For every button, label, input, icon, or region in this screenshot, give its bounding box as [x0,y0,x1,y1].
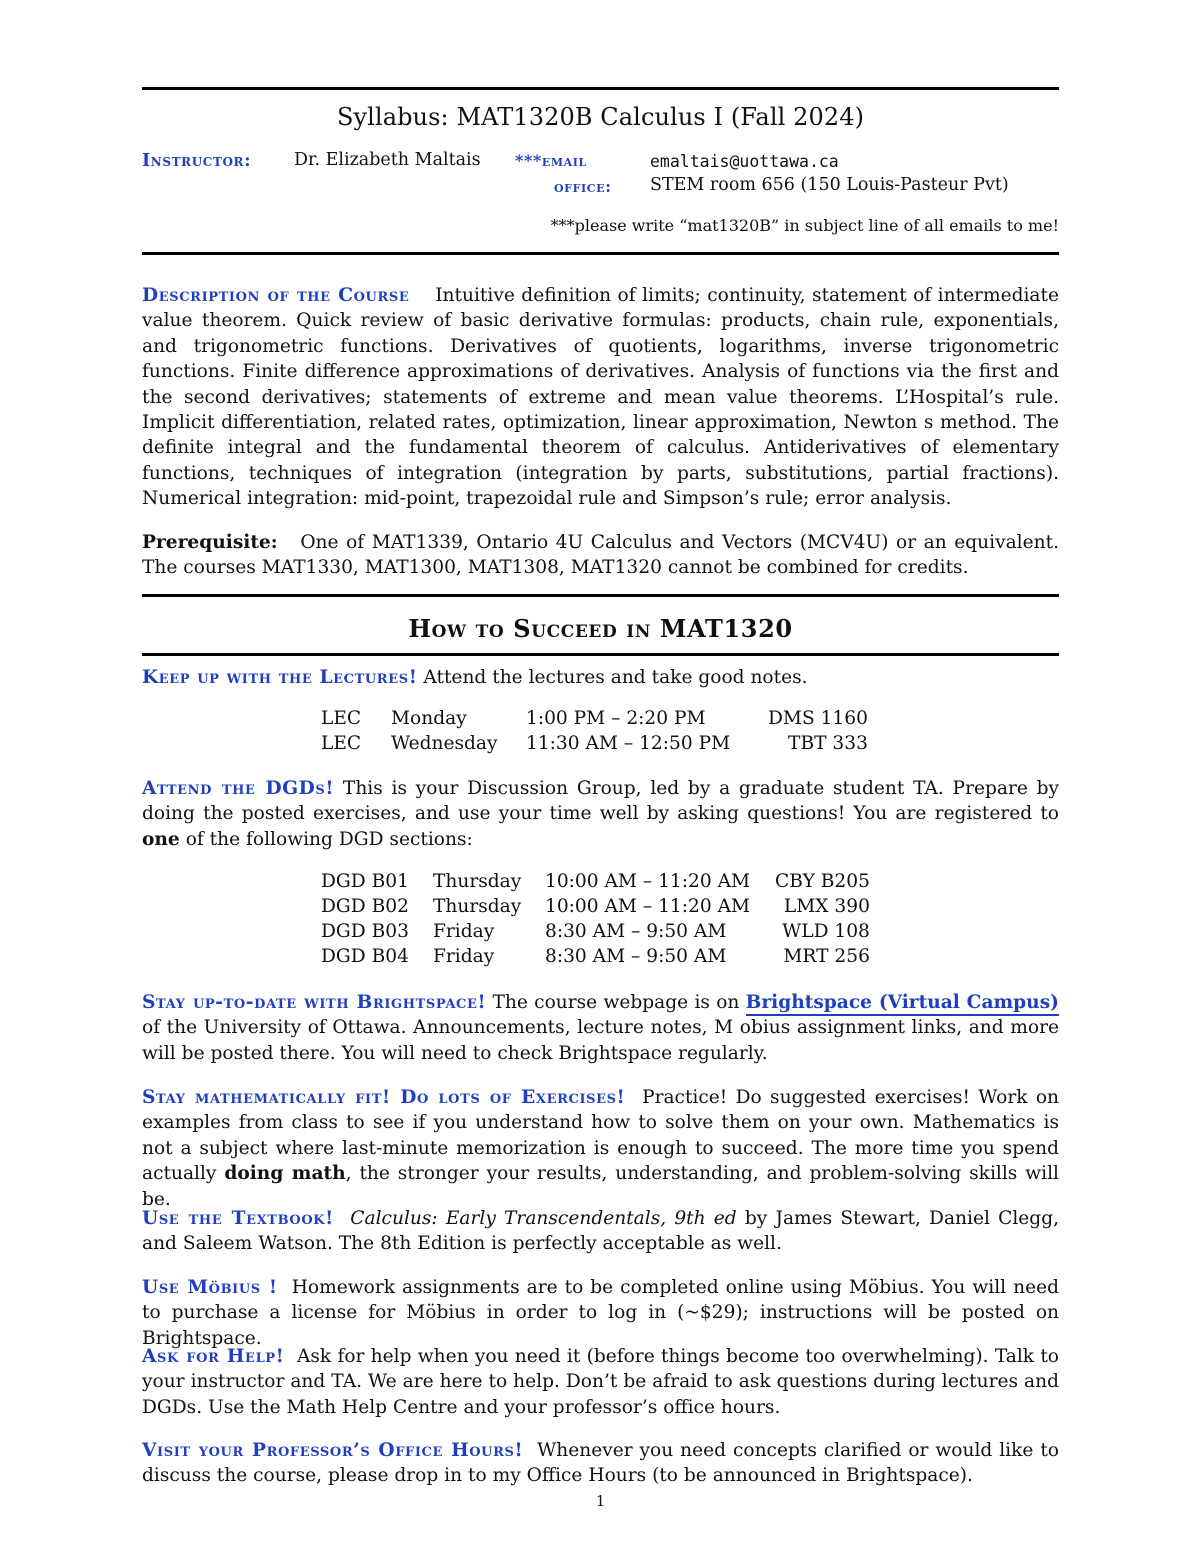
instructor-name: Dr. Elizabeth Maltais [294,150,481,170]
course-description [142,283,1059,512]
table-row [321,731,868,756]
office-hours-section [142,1438,1059,1489]
office-value: STEM room 656 (150 Louis-Pasteur Pvt) [650,175,1009,195]
table-row [321,944,870,969]
dgd-time: 10:00 AM – 11:20 AM [545,871,751,892]
dgd-day: Friday [433,946,495,967]
office-hours-heading: Visit your Professor’s Office Hours! [142,1440,524,1461]
description-heading: Description of the Course [142,285,410,306]
dgd-time: 8:30 AM – 9:50 AM [545,946,727,967]
exercises-text-after: , the stronger your results, understanding, and problem-solving skills will be. [142,1163,1059,1210]
lecture-time: 11:30 AM – 12:50 PM [526,733,731,754]
dgd-section-id: DGD B03 [321,921,409,942]
lectures-text: Attend the lectures and take good notes. [423,667,808,688]
header-bottom-rule [142,252,1059,255]
exercises-heading: Stay mathematically fit! Do lots of Exercises! [142,1087,626,1108]
mobius-heading: Use Möbius ! [142,1277,278,1298]
office-label: office: [554,177,612,196]
brightspace-link[interactable]: Brightspace (Virtual Campus) [746,992,1059,1016]
page-number: 1 [595,1492,606,1510]
table-row [321,706,868,731]
lecture-room: TBT 333 [788,733,868,754]
dgd-section [142,776,1059,852]
dgd-text-before: This is your Discussion Group, led by a graduate student TA. Prepare by doing the posted exercises, and use your time well by asking questions! You are registered to [142,778,1060,825]
lectures-section [142,665,1059,690]
section-rule-top [142,594,1059,597]
prerequisite-text: One of MAT1339, Ontario 4U Calculus and Vectors (MCV4U) or an equivalent. The courses MAT1330, MAT1300, MAT1308, MAT1320 cannot be combined for credits. [142,532,1059,579]
brightspace-heading: Stay up-to-date with Brightspace! [142,992,487,1013]
dgd-heading: Attend the DGDs! [142,778,335,799]
lecture-type: LEC [321,733,362,754]
exercises-text-bold: doing math [224,1163,346,1185]
dgd-section-id: DGD B01 [321,871,409,892]
exercises-text-before: Practice! Do suggested exercises! Work on examples from class to see if you understand how to solve them on your own. Mathematics is not a subject where last-minute memorization is enough to succeed. The more time you spend actually [142,1087,1059,1185]
lecture-day: Wednesday [391,733,498,754]
dgd-section-id: DGD B04 [321,946,409,967]
email-label: ***email [515,151,587,170]
table-row [321,894,870,919]
email-value[interactable]: emaltais@uottawa.ca [650,152,839,171]
dgd-text-after: of the following DGD sections: [185,828,473,850]
mobius-section [142,1275,1059,1351]
textbook-text: by James Stewart, Daniel Clegg, and Saleem Watson. The 8th Edition is perfectly acceptable as well. [142,1208,1060,1255]
dgd-day: Thursday [433,871,522,892]
lecture-day: Monday [391,708,467,729]
mobius-text: Homework assignments are to be completed online using Möbius. You will need to purchase a license for Möbius in order to log in (~$29); instructions will be posted on Brightspace. [142,1277,1059,1349]
dgd-day: Friday [433,921,495,942]
help-text: Ask for help when you need it (before things become too overwhelming). Talk to your instructor and TA. We are here to help. Don’t be afraid to ask questions during lectures and DGDs. Use the Math Help Centre and your professor’s office hours. [142,1346,1059,1418]
dgd-section-id: DGD B02 [321,896,409,917]
dgd-text-bold: one [142,828,180,850]
textbook-title: Calculus: Early Transcendentals, 9th ed [350,1208,737,1229]
lecture-room: DMS 1160 [768,708,868,729]
brightspace-text-after: of the University of Ottawa. Announcements, lecture notes, M obius assignment links, and more will be posted there. You will need to check Brightspace regularly. [142,1017,1059,1064]
lecture-type: LEC [321,708,362,729]
instructor-label: Instructor: [142,151,252,171]
help-heading: Ask for Help! [142,1346,285,1367]
dgd-room: CBY B205 [775,871,870,892]
top-rule [142,87,1059,90]
dgd-schedule [321,869,870,969]
brightspace-text-before: The course webpage is on [492,992,740,1013]
textbook-heading: Use the Textbook! [142,1208,334,1229]
dgd-room: WLD 108 [782,921,870,942]
dgd-room: LMX 390 [783,896,870,917]
table-row [321,869,870,894]
section-rule-bottom [142,653,1059,656]
help-section [142,1344,1059,1420]
table-row [321,919,870,944]
prerequisite-label: Prerequisite: [142,532,278,553]
page-title: Syllabus: MAT1320B Calculus I (Fall 2024) [336,103,865,131]
dgd-time: 10:00 AM – 11:20 AM [545,896,751,917]
succeed-heading: How to Succeed in MAT1320 [408,614,793,643]
lectures-heading: Keep up with the Lectures! [142,667,418,688]
prerequisite [142,530,1059,581]
exercises-section [142,1085,1059,1212]
description-text: Intuitive definition of limits; continuity, statement of intermediate value theorem. Quick review of basic derivative formulas: products, chain rule, exponentials, and trigonometric functions. Derivatives of quotients, logarithms, inverse trigonometric functions. Finite difference approximations of derivatives. Analysis of functions via the first and the second derivatives; statements of extreme and mean value theorems. L’Hospital’s rule. Implicit differentiation, related rates, optimization, linear approximation, Newton s method. The definite integral and the fundamental theorem of calculus. Antiderivatives of elementary functions, techniques of integration (integration by parts, substitutions, partial fractions). Numerical integration: mid-point, trapezoidal rule and Simpson’s rule; error analysis. [142,285,1059,510]
dgd-time: 8:30 AM – 9:50 AM [545,921,727,942]
email-note: ***please write “mat1320B” in subject line of all emails to me! [550,216,1059,235]
dgd-day: Thursday [433,896,522,917]
lecture-time: 1:00 PM – 2:20 PM [526,708,706,729]
office-hours-text: Whenever you need concepts clarified or would like to discuss the course, please drop in to my Office Hours (to be announced in Brightspace). [142,1440,1059,1487]
brightspace-section [142,990,1059,1066]
textbook-section [142,1206,1059,1257]
lecture-schedule [321,706,868,756]
dgd-room: MRT 256 [783,946,870,967]
